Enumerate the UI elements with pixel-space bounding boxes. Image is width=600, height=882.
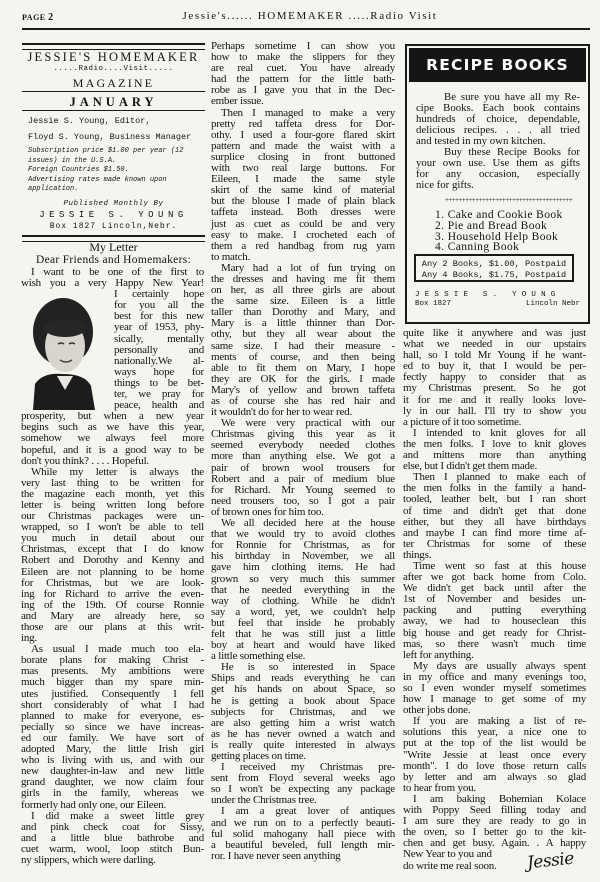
paragraph <box>211 418 395 518</box>
text-line: much bigger than my spare min- <box>21 676 204 689</box>
text-line: them a red handbag from rug yarn <box>211 239 395 252</box>
text-line: in my office and many evenings too, <box>403 670 586 683</box>
text-line: the men folks in the family a hand- <box>403 482 586 495</box>
text-line: utes justified. Consequently I fell <box>21 687 204 700</box>
text-line: other jobs done. <box>403 704 471 717</box>
text-line: adopted Mary, the little Irish girl <box>21 743 204 756</box>
text-line: it for me and it really looks love- <box>403 393 586 406</box>
text-line: nice for gifts. <box>416 179 474 191</box>
text-line: We all decided here at the house <box>221 517 395 530</box>
text-line: As usual I made much too ela- <box>31 643 204 656</box>
text-line: the magazine each month, yet this <box>21 487 204 500</box>
book-item: 3. Household Help Book <box>435 230 559 243</box>
text-line: Christmas, except that I do know <box>21 543 204 556</box>
publisher-name: JESSIE S. YOUNG <box>39 210 188 220</box>
text-line: pair of brown wool trousers for <box>211 461 395 474</box>
ad-divider: ++++++++++++++++++++++++++++++++++++++ <box>445 196 573 204</box>
paragraph <box>21 267 204 289</box>
text-line: I want to be one of the first to <box>31 266 204 278</box>
recipe-books-ad <box>405 44 590 324</box>
header-rule <box>22 28 590 30</box>
text-line: and pink check coat for Sissy, <box>21 820 204 833</box>
text-line: grown so very much this summer <box>211 572 395 585</box>
text-line: either, but they all have birthdays <box>403 515 586 528</box>
text-line: Ships and reads everything he can <box>211 672 395 685</box>
text-line: Buy these Recipe Books for <box>444 146 580 158</box>
letter-salutation: Dear Friends and Homemakers: <box>36 254 191 266</box>
text-line: don't you think? . . . . Hopeful. <box>21 454 149 467</box>
text-line: new daughter-in-law and new little <box>21 765 204 778</box>
text-line: I intended to knit gloves for all <box>413 426 586 439</box>
text-line: ember issue. <box>211 95 264 108</box>
text-line: your own use. Use them as gifts <box>416 157 580 169</box>
text-line: year of 1953, phy- <box>114 321 204 334</box>
text-line: the oven, so I better go to the kit- <box>403 826 586 839</box>
text-line: Mary is a little thinner than Dor- <box>211 317 395 330</box>
paragraph <box>403 661 586 716</box>
text-line: taller than Dorothy and Mary, and <box>211 306 395 319</box>
text-line: Time went so fast at this house <box>413 559 586 572</box>
text-line: for Richard. Mr Young seemed to <box>211 483 395 496</box>
paragraph <box>403 716 586 794</box>
text-line: hall, so I told Mr Young if he want- <box>403 349 586 362</box>
text-line: hundreds of choice, dependable, <box>416 113 580 125</box>
text-line: those are our plans at this writ- <box>21 621 204 633</box>
text-line: left for anything. <box>403 648 474 661</box>
text-line: ed our family. We have sort of <box>21 731 204 744</box>
publisher-address: Box 1827 Lincoln,Nebr. <box>49 222 178 231</box>
text-line: so I won't be expecting any package <box>211 783 395 796</box>
subscription-price: Subscription price $1.00 per year (12 issues) in the U.S.A. <box>28 147 184 165</box>
letter-column-middle <box>211 41 395 862</box>
text-line: ter Christmas for some of these <box>403 537 586 550</box>
text-line: girls in the family, whereas we <box>21 787 204 800</box>
text-line: short considerably of what I had <box>21 698 204 711</box>
text-line: ful solid mahogany hall piece with <box>211 827 395 840</box>
text-line: While my letter is always the <box>31 465 204 478</box>
text-line: same size. I had their measure - <box>211 339 395 352</box>
text-line: felt that he was still just a little <box>211 627 395 640</box>
text-line: I am sure they are ready to go in <box>403 815 586 828</box>
book-item: 2. Pie and Bread Book <box>435 219 548 232</box>
text-line: and maybe I can find more time af- <box>403 526 586 539</box>
text-line: a beautiful beveled, full length mir- <box>211 838 395 851</box>
paragraph <box>211 806 395 861</box>
text-line: cipe Books. Each book contains <box>416 102 580 114</box>
text-line: somehow we always feel more <box>21 432 204 445</box>
text-line: what we needed in our upstairs <box>403 338 586 351</box>
text-line: cuet warm, wool, loop stitch Bun- <box>21 842 204 855</box>
text-line: how I manage to get some of my <box>403 693 586 706</box>
masthead-rule-top <box>22 43 205 50</box>
ad-footer-box: Box 1827 <box>415 299 452 308</box>
text-line: ways hope for <box>114 365 204 378</box>
paragraph <box>21 467 204 645</box>
paragraph <box>21 411 204 466</box>
text-line: are also getting him a wrist watch <box>211 716 395 729</box>
text-line: grand daughter, we now claim four <box>21 776 204 789</box>
text-line: Eileen, I made the same style <box>211 173 395 186</box>
text-line: away, we had to houseclean this <box>403 615 586 628</box>
signature: Jessie <box>526 848 575 874</box>
masthead-month: JANUARY <box>69 95 158 109</box>
text-line: ing of the 19th. Of course Ronnie <box>21 598 204 611</box>
text-line: as of course she has red hair and <box>211 395 395 407</box>
text-line: easy to make. I crocheted each of <box>211 228 395 241</box>
text-line: If you are making a list of re- <box>413 715 586 728</box>
text-line: that he needed everything in the <box>211 583 395 596</box>
masthead-manager: Floyd S. Young, Business Manager <box>28 132 192 142</box>
text-line: We were very practical with our <box>221 417 395 430</box>
text-line: of time and didn't get that done <box>403 504 586 517</box>
paragraph <box>21 644 204 810</box>
text-line: New Year to you and <box>403 848 492 861</box>
text-line: Then I planned to make each of <box>413 471 586 484</box>
masthead-editor: Jessie S. Young, Editor, <box>28 116 151 126</box>
text-line: personally and <box>114 343 204 356</box>
letter-column-left <box>21 267 204 866</box>
paragraph <box>416 147 580 191</box>
text-line: they are OK for the girls. I made <box>211 372 395 385</box>
text-line: taffeta instead. Both dresses were <box>211 206 395 219</box>
text-line: for Ronnie for Christmas, as for <box>211 539 395 552</box>
text-line: a picture of it too sometime. <box>403 415 522 428</box>
text-line: under the Christmas tree. <box>211 794 317 807</box>
paragraph <box>403 561 586 661</box>
text-line: ed to buy it, that I would be per- <box>403 360 586 373</box>
text-line: the dresses and having me fit them <box>211 272 395 285</box>
text-line: is really quite interested in always <box>211 738 395 751</box>
masthead-title: JESSIE'S HOMEMAKER <box>27 50 200 64</box>
text-line: so I even wonder myself sometimes <box>403 682 586 694</box>
text-line: surplice closing in front buttoned <box>211 150 395 163</box>
text-line: and Mary are already here, so <box>21 609 204 622</box>
text-line: of brown ones for him too. <box>211 505 324 518</box>
text-line: borate plans for making Christ - <box>21 654 204 667</box>
text-line: he is getting a book about Space <box>211 694 395 707</box>
text-line: to match. <box>211 250 251 263</box>
text-line: the men folks. I love to knit gloves <box>403 437 586 450</box>
text-line: hopeful, and it is a good way to be <box>21 443 204 456</box>
text-line: packing and putting everything <box>403 604 586 617</box>
text-line: sent from Floyd several weeks ago <box>211 772 395 785</box>
foreign-price: Foreign Countries $1.50. <box>28 166 129 174</box>
text-line: Mary had a lot of fun trying on <box>221 261 395 274</box>
running-header-title: Jessie's...... HOMEMAKER .....Radio Visit <box>182 10 438 22</box>
book-list <box>435 210 563 253</box>
text-line: 1st of November and besides un- <box>403 593 586 606</box>
text-line: peace, health and <box>114 399 204 412</box>
text-line: ing. <box>21 632 38 645</box>
paragraph <box>211 518 395 662</box>
text-line: tooled, leather belt, but I ran short <box>403 493 586 506</box>
text-line: very last thing to be written for <box>21 476 204 489</box>
text-line: Then I managed to make a very <box>221 106 395 119</box>
text-line: My days are usually always spent <box>413 659 586 672</box>
price-line: Any 2 Books, $1.00, Postpaid <box>421 259 567 269</box>
text-line: seemed everybody needed clothes <box>211 439 395 452</box>
masthead-subscription <box>28 147 198 195</box>
ad-footer <box>415 291 580 308</box>
text-line: I certainly hope <box>114 288 204 301</box>
text-line: Robert and Dorothy and Kenny and <box>21 554 204 567</box>
text-line: month". I do love those return calls <box>403 759 586 772</box>
text-line: robe as I gave you that in the Dec- <box>211 84 395 97</box>
text-line: pecially so since we have increas- <box>21 720 204 733</box>
page-number-value: 2 <box>48 12 54 23</box>
price-box <box>414 254 574 282</box>
text-line: able to fit them on Mary, I hope <box>211 361 395 374</box>
published-by: Published Monthly By <box>63 200 164 208</box>
text-line: to hear from you. <box>403 781 476 794</box>
text-line: else, but I didn't get them made. <box>403 460 538 473</box>
text-line: do write me real soon. <box>403 859 497 872</box>
paragraph <box>403 328 586 428</box>
text-line: ny slippers, which were darling. <box>21 853 156 866</box>
text-line: mas, so there wasn't much time <box>403 637 586 650</box>
text-line: mas presents. My ambitions were <box>21 665 204 678</box>
paragraph <box>211 41 395 108</box>
text-line: pattern and made the waist with a <box>211 139 395 152</box>
text-line: for Christmas, but we are look- <box>21 576 204 589</box>
text-line: getting places on time. <box>211 750 306 762</box>
text-line: for any occasion, especially <box>416 168 580 180</box>
text-line: ly in our hall. I'll try to show you <box>403 404 586 417</box>
paragraph <box>21 289 204 411</box>
text-line: Perhaps sometime I can show you <box>211 40 395 52</box>
text-line: Eileen are not planning to be home <box>21 565 204 578</box>
text-line: pretty red taffeta dress for Dor- <box>211 117 395 130</box>
advertising-note: Advertising rates made known upon application. <box>28 175 167 193</box>
paragraph <box>403 428 586 472</box>
ad-footer-city: Lincoln Nebr <box>525 299 580 308</box>
page-number <box>22 12 54 23</box>
masthead-rule <box>22 110 205 111</box>
text-line: Mary's of yellow and brown taffeta <box>211 383 395 396</box>
text-line: We didn't get back until after the <box>403 582 586 595</box>
text-line: subjects for Christmas, and we <box>211 705 395 718</box>
text-line: and we run on to a perfectly beauti- <box>211 816 395 829</box>
text-line: solutions this year, a nice one to <box>403 726 586 739</box>
text-line: that we would try to avoid clothes <box>211 528 395 541</box>
text-line: need trousers too, so I got a pair <box>211 494 395 507</box>
text-line: are real cuet. You have already <box>211 62 395 75</box>
text-line: things. <box>403 548 432 561</box>
text-line: delicious recipes. . . . all tried <box>416 124 580 136</box>
text-line: big house and get ready for Christ- <box>403 626 586 639</box>
text-line: wish you a very Happy New Year! <box>21 277 204 290</box>
text-line: letter is being written long before <box>21 498 204 511</box>
paragraph <box>21 811 204 866</box>
text-line: say a word, yet, we couldn't help <box>211 605 395 618</box>
text-line: who is living with us, and with our <box>21 754 204 767</box>
text-line: "Write Jessie at least once every <box>403 748 586 761</box>
text-line: I am baking Bohemian Kolace <box>413 792 586 805</box>
text-line: I did make a sweet little grey <box>31 809 204 822</box>
text-line: and a little blue bathrobe and <box>21 831 204 844</box>
masthead-rule <box>22 91 205 92</box>
text-line: gave him clothing items. He had <box>211 561 395 574</box>
text-line: his birthday in November, we all <box>211 550 395 563</box>
text-line: more than anything else. We got a <box>211 450 395 463</box>
masthead-subtitle: .....Radio....Visit..... <box>53 65 174 73</box>
text-line: planned to make for everyone, es- <box>21 709 204 722</box>
text-line: how to make the slippers for they <box>211 51 395 64</box>
text-line: sically, mentally <box>114 332 204 345</box>
text-line: but the blouse I made of plain black <box>211 195 395 208</box>
text-line: Be sure you have all my Re- <box>444 91 580 103</box>
masthead-magazine: MAGAZINE <box>72 76 155 90</box>
text-line: fectly happy to consider that as <box>403 371 586 384</box>
text-line: get his hands on about Space, so <box>211 683 395 696</box>
text-line: for you all the <box>114 299 204 312</box>
text-line: Robert and a pair of medium blue <box>211 472 395 485</box>
text-line: on her, as all three girls are about <box>211 284 395 297</box>
text-line: and mittens more than anything <box>403 449 586 462</box>
price-line: Any 4 Books, $1.75, Postpaid <box>421 269 567 280</box>
text-line: but feel that inside he probably <box>211 616 395 629</box>
paragraph <box>211 662 395 762</box>
paragraph <box>416 92 580 147</box>
text-line: our Christmas packages were un- <box>21 510 204 523</box>
text-line: prosperity, but when a new year <box>21 410 204 423</box>
text-line: othy. I used a four-gore flared skirt <box>211 128 395 141</box>
text-line: ing for Richard to arrive the even- <box>21 587 204 600</box>
text-line: by letter and am always so glad <box>403 770 586 783</box>
text-line: I am a great lover of antiques <box>221 805 395 818</box>
text-line: begins such as we have this year, <box>21 421 204 434</box>
text-line: formerly had only one, our Eileen. <box>21 798 167 811</box>
paragraph <box>211 263 395 418</box>
letter-heading: My Letter <box>89 240 138 254</box>
text-line: wrapped, so I won't be able to tell <box>21 521 204 534</box>
text-line: a little something else. <box>211 650 306 663</box>
text-line: way of clothing. While he didn't <box>211 594 395 607</box>
paragraph <box>403 472 586 561</box>
text-line: quite like it anywhere and was just <box>403 327 586 339</box>
text-line: with Poppy Seed filling today and <box>403 804 586 817</box>
text-line: things to be bet- <box>114 376 204 389</box>
text-line: with two real large buttons. For <box>211 162 395 175</box>
text-line: ror. I have never seen anything <box>211 849 341 862</box>
text-line: boy at heart and would have liked <box>211 639 395 652</box>
text-line: best for this new <box>114 310 204 323</box>
text-line: it wouldn't do for her to wear red. <box>211 406 352 419</box>
paragraph <box>211 108 395 263</box>
ad-body <box>416 92 580 191</box>
ad-footer-name: JESSIE S. YOUNG <box>415 291 561 299</box>
text-line: had the pattern for the little bath- <box>211 73 395 86</box>
text-line: put at the top of the list would be <box>403 737 586 750</box>
text-line: chen and get busy. Again. . A happy <box>403 837 586 850</box>
ad-title: RECIPE BOOKS <box>409 48 586 82</box>
text-line: nationally.We al- <box>114 354 204 367</box>
text-line: I received my Christmas pre- <box>221 761 395 774</box>
text-line: ments of course, and then being <box>211 350 395 363</box>
page-label: PAGE <box>22 13 46 22</box>
text-line: othy, but they all wear about the <box>211 328 395 341</box>
text-line: just as cuet as could be and very <box>211 217 395 230</box>
text-line: as he has never owned a watch and <box>211 727 395 740</box>
text-line: the same size. Eileen is a little <box>211 295 395 308</box>
text-line: Christmas giving this year as it <box>211 428 395 441</box>
book-item: 1. Cake and Cookie Book <box>435 209 563 221</box>
text-line: you much in detail about our <box>21 532 204 545</box>
text-line: ter, we pray for <box>114 388 204 401</box>
text-line: skirt of the same kind of material <box>211 184 395 197</box>
book-item: 4. Canning Book <box>435 241 520 254</box>
text-line: and tested in my own kitchen. <box>416 135 546 147</box>
letter-column-right <box>403 328 586 872</box>
text-line: He is so interested in Space <box>221 661 395 674</box>
text-line: my Christmas present. So he got <box>403 382 586 395</box>
paragraph <box>211 762 395 806</box>
text-line: after we got back home from Colo. <box>403 571 586 584</box>
